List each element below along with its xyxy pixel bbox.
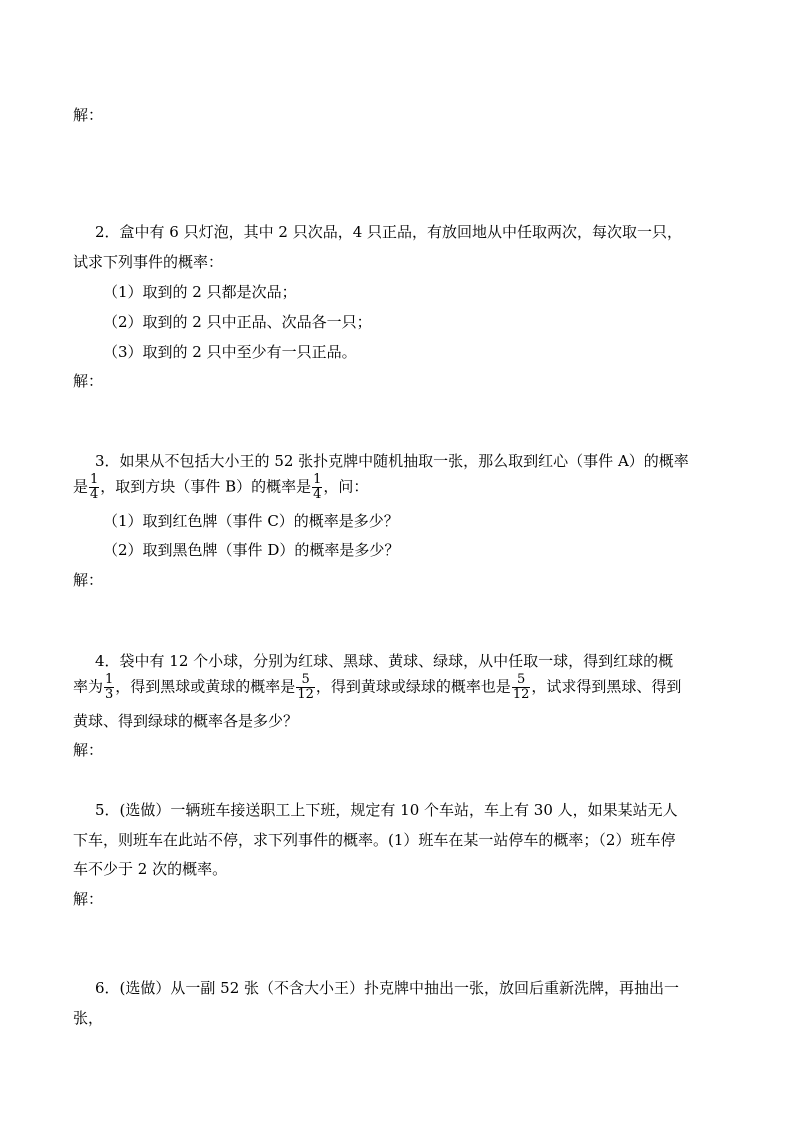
q2-item-2: （2）取到的 2 只中正品、次品各一只； (103, 313, 372, 331)
q3-line2 (73, 473, 368, 502)
q4-line2-c: ，得到黄球或绿球的概率也是 (315, 677, 511, 696)
q4-line2-b: ，得到黑球或黄球的概率是 (115, 677, 296, 696)
q3-item-2: （2）取到黑色牌（事件 D）的概率是多少？ (103, 541, 400, 559)
q3-fraction-2 (312, 473, 322, 502)
answer-label-2: 解： (73, 372, 104, 390)
q6-line2: 张， (73, 1009, 104, 1027)
q3-frac2-den: 4 (313, 487, 322, 502)
q2-item-3: （3）取到的 2 只中至少有一只正品。 (103, 343, 357, 361)
q4-line3: 黄球、得到绿球的概率各是多少？ (73, 712, 299, 730)
q3-item-1: （1）取到红色牌（事件 C）的概率是多少？ (103, 512, 399, 530)
q5-line3: 车不少于 2 次的概率。 (73, 860, 228, 878)
q3-frac1-den: 4 (90, 487, 99, 502)
q4-fraction-3 (512, 673, 531, 702)
q4-frac2-num: 5 (301, 672, 310, 687)
q2-line2: 试求下列事件的概率： (73, 253, 224, 271)
q2-item-1: （1）取到的 2 只都是次品； (103, 283, 297, 301)
q4-frac3-num: 5 (517, 672, 526, 687)
q4-frac3-den: 12 (512, 687, 530, 702)
q5-line2: 下车，则班车在此站不停，求下列事件的概率。(1）班车在某一站停车的概率；（2）班车停 (73, 831, 676, 849)
answer-label-5: 解： (73, 890, 104, 908)
q3-frac2-num: 1 (313, 472, 322, 487)
q4-line2-d: ，试求得到黑球、得到 (531, 677, 682, 696)
q3-fraction-1 (89, 473, 99, 502)
q4-line2 (73, 673, 681, 702)
q6-line1: 6．(选做）从一副 52 张（不含大小王）扑克牌中抽出一张，放回后重新洗牌，再抽出一 (95, 979, 680, 997)
q3-line2-b: ，取到方块（事件 B）的概率是 (100, 477, 312, 496)
q3-line1: 3．如果从不包括大小王的 52 张扑克牌中随机抽取一张，那么取到红心（事件 A）的概率 (95, 452, 689, 470)
q3-line2-c: ，问： (323, 477, 369, 496)
q4-fraction-1 (104, 673, 114, 702)
q4-line2-a: 率为 (73, 677, 104, 696)
q4-line1: 4．袋中有 12 个小球，分别为红球、黑球、黄球、绿球，从中任取一球，得到红球的概 (95, 652, 674, 670)
answer-label-1: 解： (73, 106, 104, 124)
answer-label-4: 解： (73, 741, 104, 759)
q4-frac1-den: 3 (105, 687, 114, 702)
q3-frac1-num: 1 (90, 472, 99, 487)
q5-line1: 5．(选做）一辆班车接送职工上下班，规定有 10 个车站，车上有 30 人，如果某站无人 (95, 801, 678, 819)
q4-fraction-2 (296, 673, 315, 702)
q3-line2-a: 是 (73, 477, 89, 496)
q4-frac2-den: 12 (297, 687, 314, 702)
q4-frac1-num: 1 (105, 672, 114, 687)
answer-label-3: 解： (73, 571, 104, 589)
q2-line1: 2．盒中有 6 只灯泡，其中 2 只次品，4 只正品，有放回地从中任取两次，每次取一只， (95, 223, 683, 241)
